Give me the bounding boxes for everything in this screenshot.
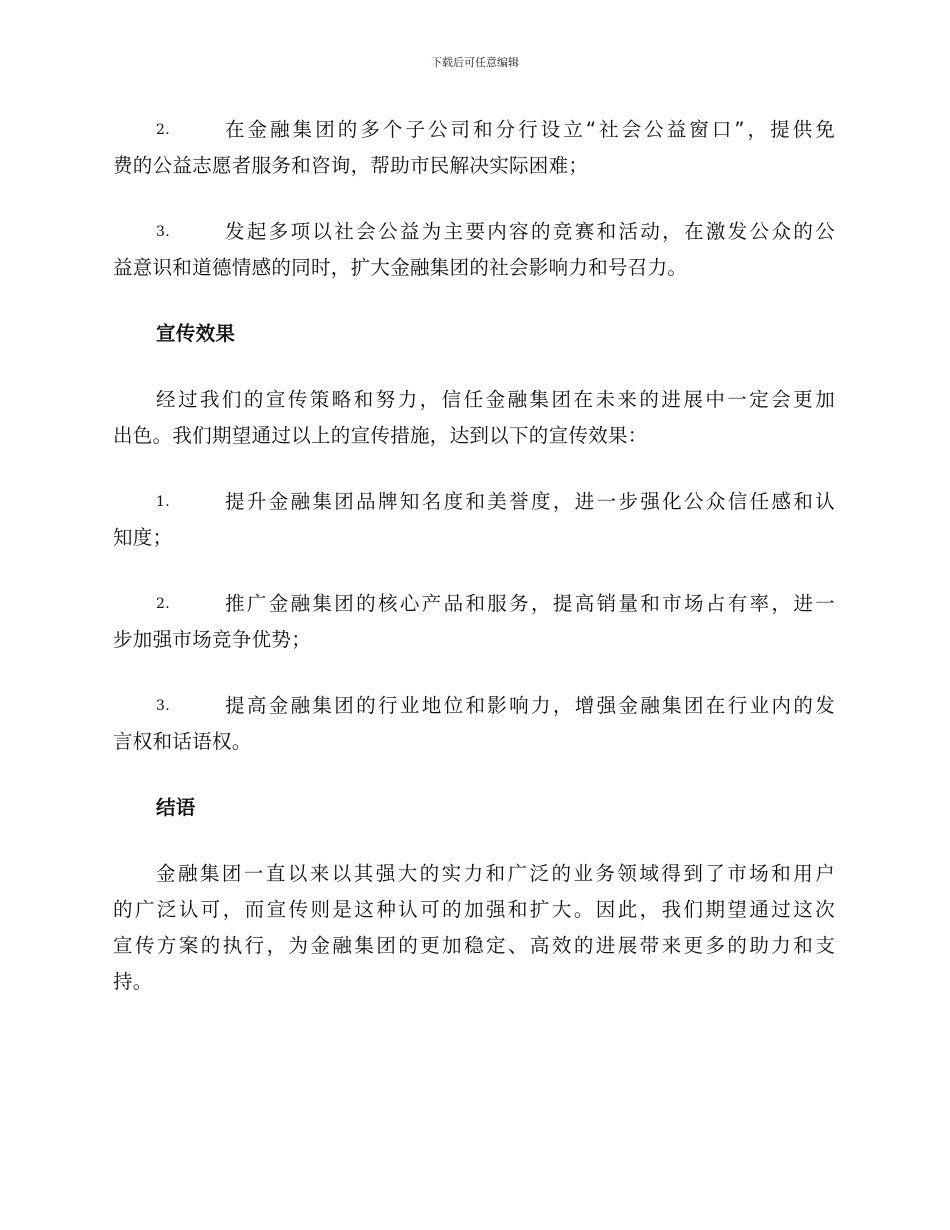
paragraph-line: 宣传方案的执行，为金融集团的更加稳定、高效的进展带来更多的助力和支 xyxy=(113,934,835,957)
section-heading-effect: 宣传效果 xyxy=(156,322,236,345)
document-body xyxy=(113,112,835,1000)
list-item-continuation: 知度； xyxy=(113,526,173,549)
list-item-continuation: 益意识和道德情感的同时，扩大金融集团的社会影响力和号召力。 xyxy=(113,256,688,279)
list-item-continuation: 步加强市场竞争优势； xyxy=(113,628,312,651)
page-header-note: 下载后可任意编辑 xyxy=(431,56,519,69)
list-item xyxy=(113,688,835,724)
paragraph-line: 出色。我们期望通过以上的宣传措施，达到以下的宣传效果： xyxy=(113,424,648,447)
list-item xyxy=(113,214,835,250)
list-item-text: 推广金融集团的核心产品和服务，提高销量和市场占有率，进一 xyxy=(225,592,835,615)
list-item-text: 提升金融集团品牌知名度和美誉度，进一步强化公众信任感和认 xyxy=(225,490,835,513)
list-item-text: 发起多项以社会公益为主要内容的竞赛和活动，在激发公众的公 xyxy=(225,220,835,243)
section-heading-conclusion: 结语 xyxy=(156,796,196,819)
list-item-continuation: 费的公益志愿者服务和咨询，帮助市民解决实际困难； xyxy=(113,154,589,177)
paragraph-line: 持。 xyxy=(113,970,153,993)
list-item-number: 2. xyxy=(156,596,170,612)
list-item-text: 在金融集团的多个子公司和分行设立“社会公益窗口”，提供免 xyxy=(225,118,835,141)
list-item-continuation: 言权和话语权。 xyxy=(113,730,252,753)
list-item-number: 3. xyxy=(156,224,170,240)
paragraph-line: 经过我们的宣传策略和努力，信任金融集团在未来的进展中一定会更加 xyxy=(156,388,835,411)
list-item xyxy=(113,112,835,148)
list-item xyxy=(113,484,835,520)
list-item-number: 3. xyxy=(156,698,170,714)
list-item-number: 1. xyxy=(156,494,170,510)
paragraph-line: 的广泛认可，而宣传则是这种认可的加强和扩大。因此，我们期望通过这次 xyxy=(113,898,835,921)
list-item-text: 提高金融集团的行业地位和影响力，增强金融集团在行业内的发 xyxy=(225,694,835,717)
list-item xyxy=(113,586,835,622)
list-item-number: 2. xyxy=(156,122,170,138)
paragraph-line: 金融集团一直以来以其强大的实力和广泛的业务领域得到了市场和用户 xyxy=(156,862,835,885)
